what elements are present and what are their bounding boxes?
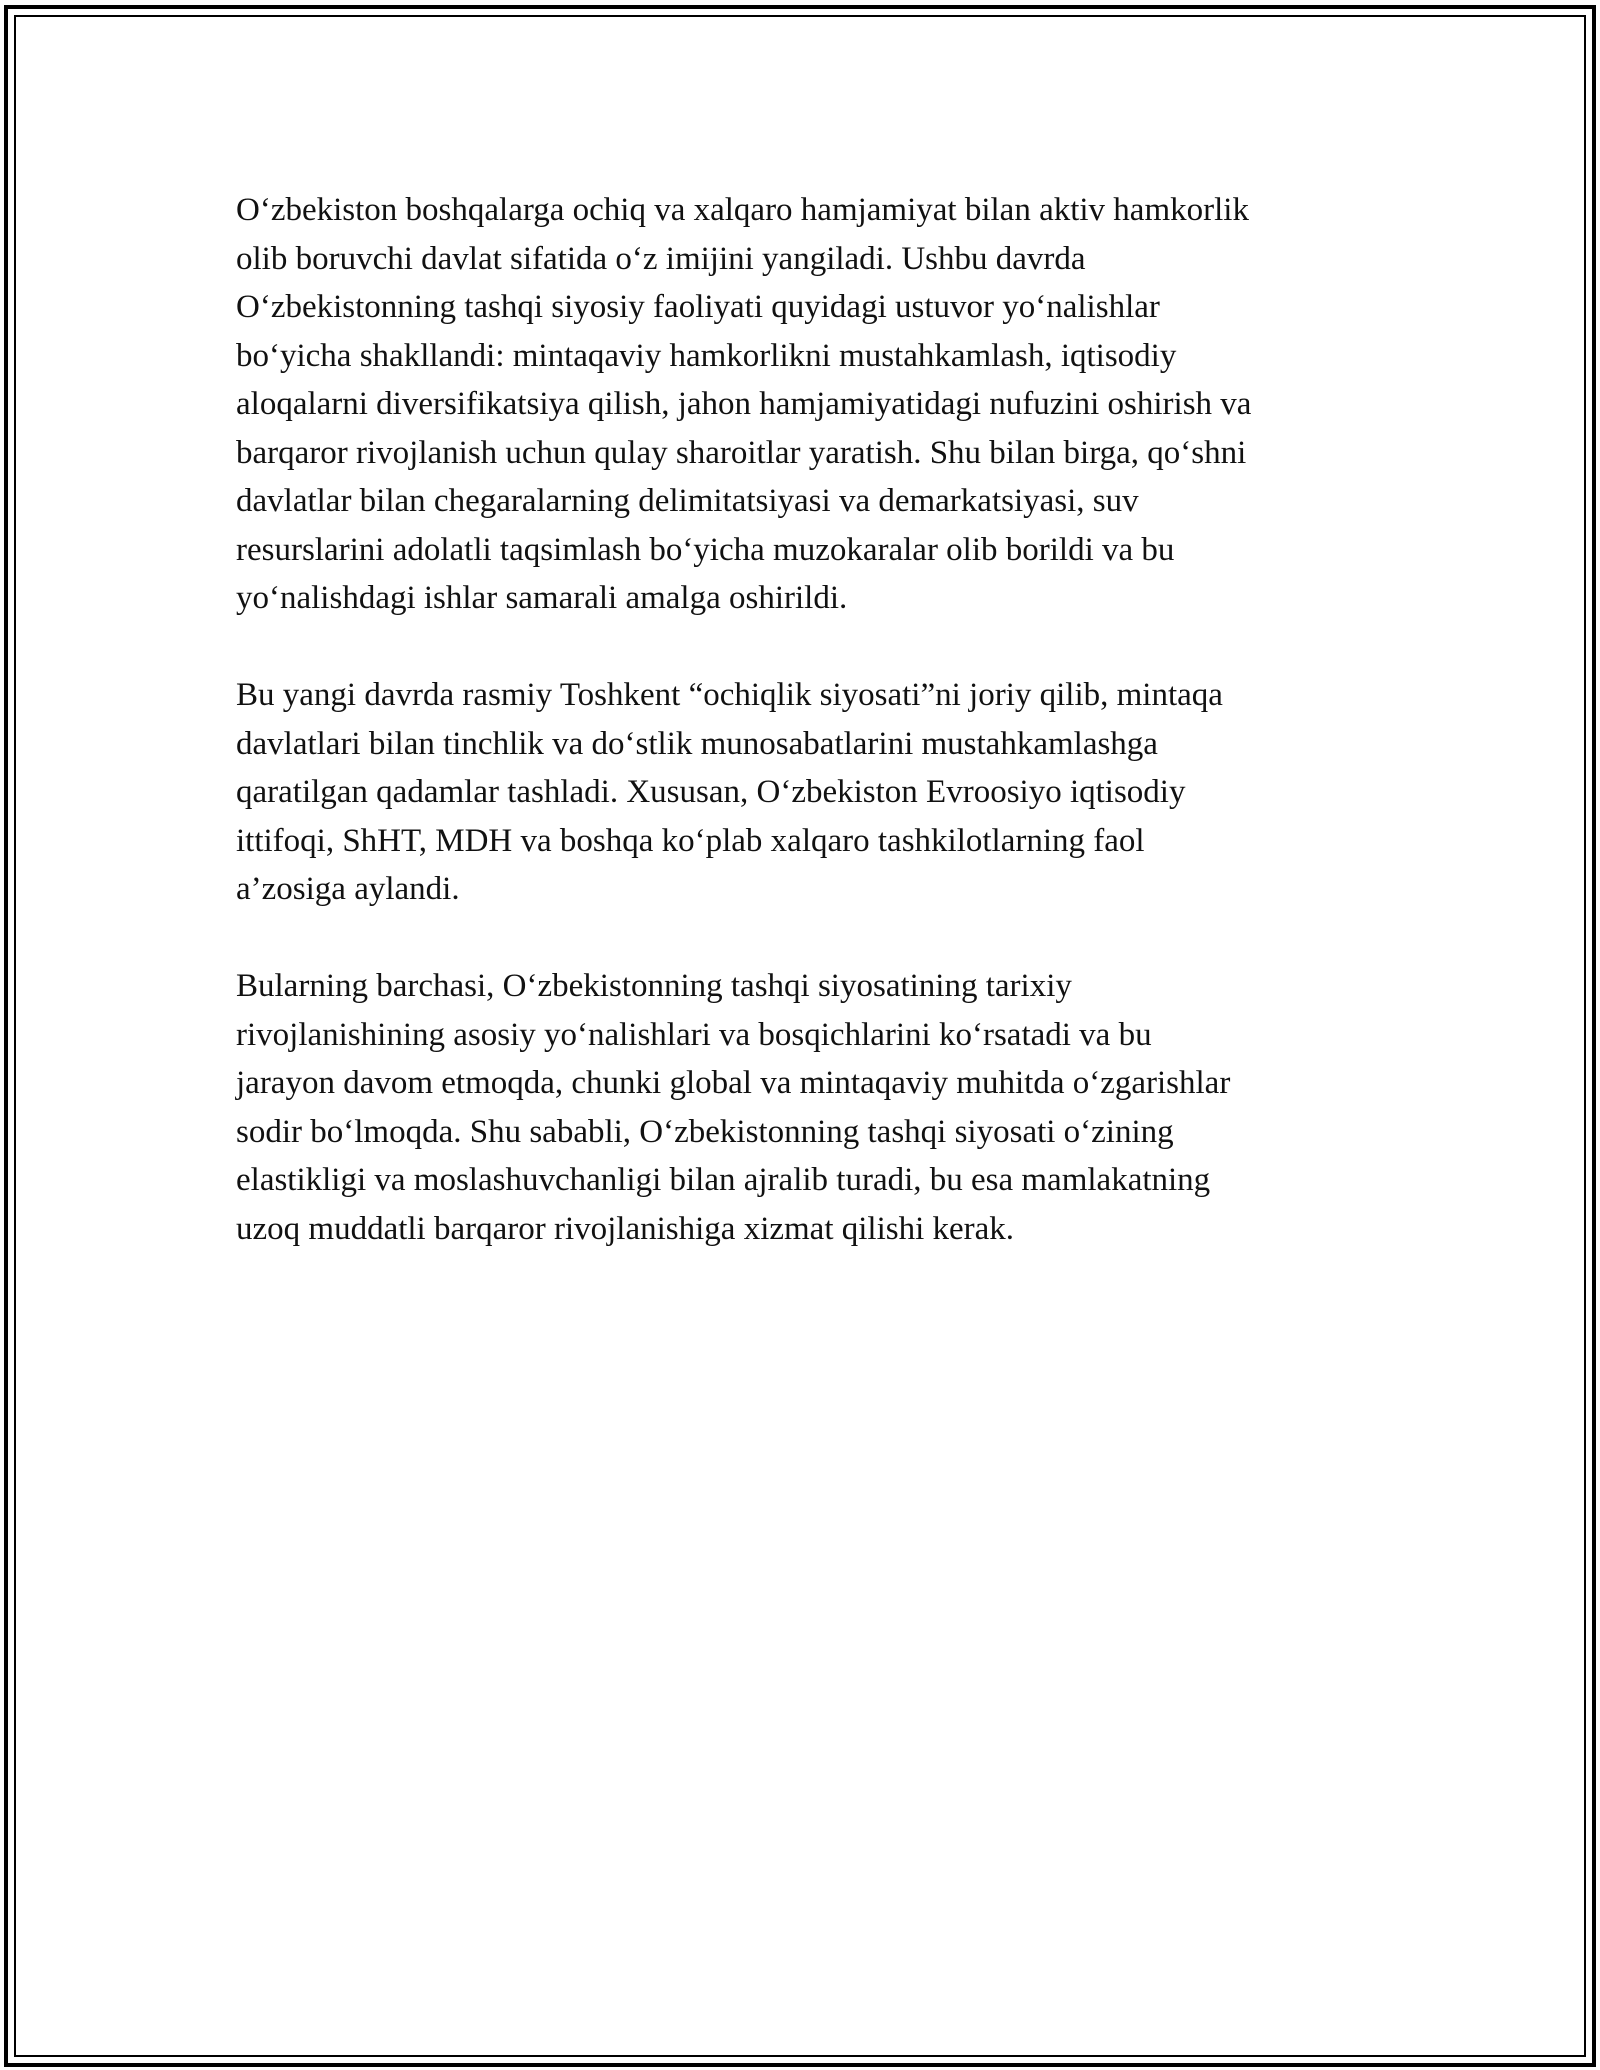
paragraph-2: Bu yangi davrda rasmiy Toshkent “ochiqlik siyosati”ni joriy qilib, mintaqa davlatlari bilan tinchlik va do‘stlik munosabatlarini mustahkamlashga qaratilgan qadamlar tashladi. Xususan, O‘zbekiston Evroosiyo iqtisodiy ittifoqi, ShHT, MDH va boshqa ko‘plab xalqaro tashkilotlarning faol a’zosiga aylandi. <box>236 677 1223 907</box>
paragraph-3: Bularning barchasi, O‘zbekistonning tashqi siyosatining tarixiy rivojlanishining asosiy yo‘nalishlari va bosqichlarini ko‘rsatadi va bu jarayon davom etmoqda, chunki global va mintaqaviy muhitda o‘zgarishlar sodir bo‘lmoqda. Shu sababli, O‘zbekistonning tashqi siyosati o‘zining elastikligi va moslashuvchanligi bilan ajralib turadi, bu esa mamlakatning uzoq muddatli barqaror rivojlanishiga xizmat qilishi kerak. <box>236 968 1231 1247</box>
document-body <box>236 186 1386 1302</box>
paragraph-1: O‘zbekiston boshqalarga ochiq va xalqaro hamjamiyat bilan aktiv hamkorlik olib boruvchi davlat sifatida o‘z imijini yangiladi. Ushbu davrda O‘zbekistonning tashqi siyosiy faoliyati quyidagi ustuvor yo‘nalishlar bo‘yicha shakllandi: mintaqaviy hamkorlikni mustahkamlash, iqtisodiy aloqalarni diversifikatsiya qilish, jahon hamjamiyatidagi nufuzini oshirish va barqaror rivojlanish uchun qulay sharoitlar yaratish. Shu bilan birga, qo‘shni davlatlar bilan chegaralarning delimitatsiyasi va demarkatsiyasi, suv resurslarini adolatli taqsimlash bo‘yicha muzokaralar olib borildi va bu yo‘nalishdagi ishlar samarali amalga oshirildi. <box>236 192 1252 616</box>
